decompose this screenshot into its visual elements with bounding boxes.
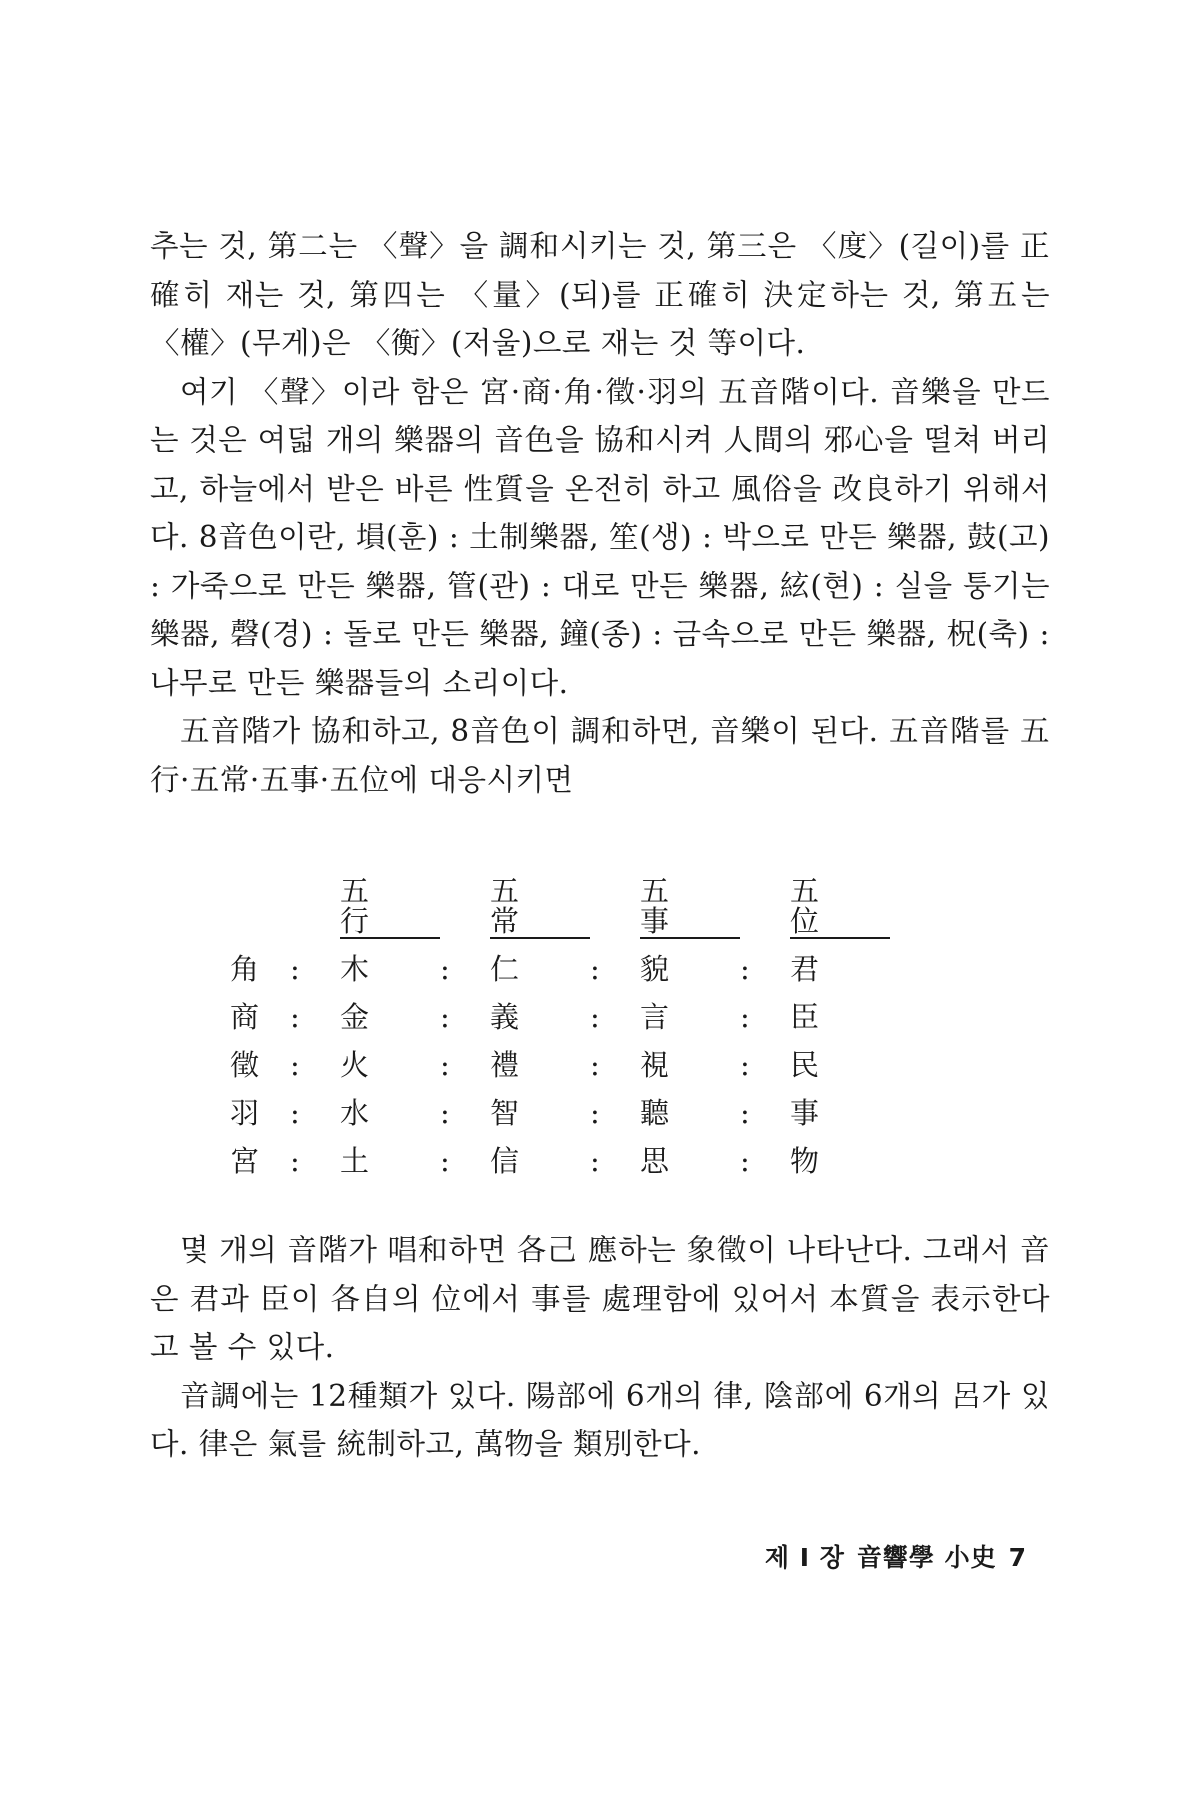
correspondence-table xyxy=(230,876,890,1185)
body-text-bottom xyxy=(150,1226,1050,1469)
separator: : xyxy=(290,952,300,986)
row-key: 宮 xyxy=(230,1144,260,1178)
cell: 貌 xyxy=(640,952,670,986)
separator: : xyxy=(590,1096,600,1130)
separator: : xyxy=(440,1096,450,1130)
separator: : xyxy=(590,1144,600,1178)
row-key: 商 xyxy=(230,1000,260,1034)
cell: 火 xyxy=(340,1048,370,1082)
column-header: 五 事 xyxy=(640,876,740,939)
cell: 信 xyxy=(490,1144,520,1178)
paragraph: 音調에는 12種類가 있다. 陽部에 6개의 律, 陰部에 6개의 呂가 있다. 律은 氣를 統制하고, 萬物을 類別한다. xyxy=(150,1378,1050,1461)
page-footer xyxy=(765,1538,1027,1574)
cell: 物 xyxy=(790,1144,820,1178)
separator: : xyxy=(740,952,750,986)
separator: : xyxy=(590,1000,600,1034)
table-row xyxy=(230,993,890,1041)
cell: 仁 xyxy=(490,952,520,986)
column-header: 五 行 xyxy=(340,876,440,939)
cell: 視 xyxy=(640,1048,670,1082)
cell: 言 xyxy=(640,1000,670,1034)
separator: : xyxy=(740,1144,750,1178)
table-row xyxy=(230,1089,890,1137)
separator: : xyxy=(740,1048,750,1082)
cell: 君 xyxy=(790,952,820,986)
cell: 水 xyxy=(340,1096,370,1130)
page-number: 7 xyxy=(1008,1543,1027,1572)
paragraph: 몇 개의 音階가 唱和하면 各己 應하는 象徵이 나타난다. 그래서 音은 君과 臣이 各自의 位에서 事를 處理함에 있어서 本質을 表示한다고 볼 수 있다. xyxy=(150,1233,1050,1364)
separator: : xyxy=(590,952,600,986)
cell: 智 xyxy=(490,1096,520,1130)
table-row xyxy=(230,945,890,993)
running-title: 音響學 小史 xyxy=(856,1543,997,1572)
separator: : xyxy=(290,1000,300,1034)
table-row xyxy=(230,1041,890,1089)
paragraph: 여기 〈聲〉이라 함은 宮·商·角·徵·羽의 五音階이다. 音樂을 만드는 것은 여덟 개의 樂器의 音色을 協和시켜 人間의 邪心을 떨쳐 버리고, 하늘에서 받은 바른 性質을 온전히 하고 風俗을 改良하기 위해서다. 8音色이란, 塤(훈) : 土制樂器, 笙(생) : 박으로 만든 樂器, 鼓(고) : 가죽으로 만든 樂器, 管(관) : 대로 만든 樂器, 絃(현) : 실을 퉁기는 樂器, 磬(경) : 돌로 만든 樂器, 鐘(종) : 금속으로 만든 樂器, 柷(축) : 나무로 만든 樂器들의 소리이다. xyxy=(150,374,1050,700)
separator: : xyxy=(740,1000,750,1034)
column-header: 五 位 xyxy=(790,876,890,939)
cell: 事 xyxy=(790,1096,820,1130)
separator: : xyxy=(440,1000,450,1034)
body-text-top xyxy=(150,222,1050,804)
paragraph: 추는 것, 第二는 〈聲〉을 調和시키는 것, 第三은 〈度〉(길이)를 正確히 재는 것, 第四는 〈量〉(되)를 正確히 決定하는 것, 第五는 〈權〉(무게)은 〈衡〉(저울)으로 재는 것 等이다. xyxy=(150,229,1050,360)
cell: 禮 xyxy=(490,1048,520,1082)
table-row xyxy=(230,1137,890,1185)
separator: : xyxy=(440,952,450,986)
table-header-row xyxy=(230,876,890,945)
separator: : xyxy=(290,1048,300,1082)
cell: 臣 xyxy=(790,1000,820,1034)
row-key: 羽 xyxy=(230,1096,260,1130)
cell: 義 xyxy=(490,1000,520,1034)
cell: 土 xyxy=(340,1144,370,1178)
separator: : xyxy=(740,1096,750,1130)
column-header: 五 常 xyxy=(490,876,590,939)
separator: : xyxy=(290,1096,300,1130)
separator: : xyxy=(590,1048,600,1082)
cell: 木 xyxy=(340,952,370,986)
cell: 聽 xyxy=(640,1096,670,1130)
cell: 思 xyxy=(640,1144,670,1178)
paragraph: 五音階가 協和하고, 8音色이 調和하면, 音樂이 된다. 五音階를 五行·五常·五事·五位에 대응시키면 xyxy=(150,714,1050,797)
cell: 民 xyxy=(790,1048,820,1082)
row-key: 徵 xyxy=(230,1048,260,1082)
row-key: 角 xyxy=(230,952,260,986)
separator: : xyxy=(440,1048,450,1082)
separator: : xyxy=(290,1144,300,1178)
chapter-label: 제 I 장 xyxy=(764,1543,845,1572)
separator: : xyxy=(440,1144,450,1178)
cell: 金 xyxy=(340,1000,370,1034)
